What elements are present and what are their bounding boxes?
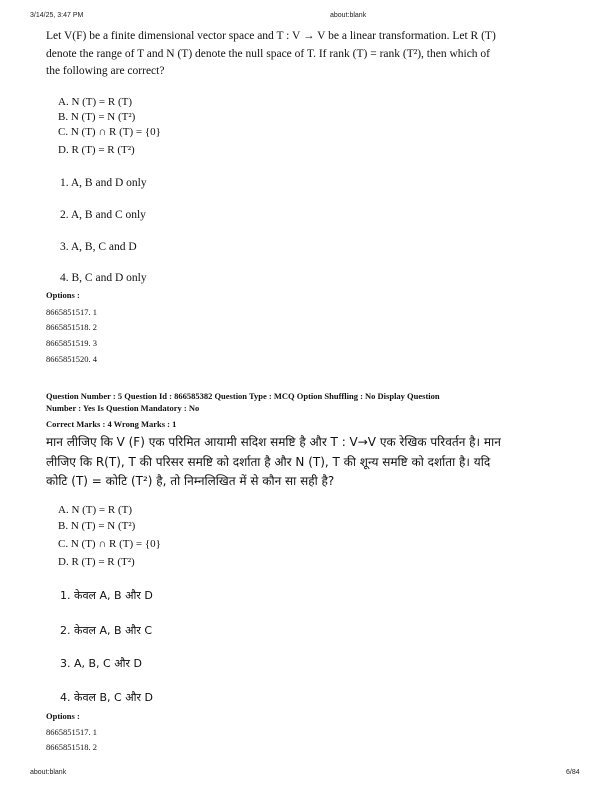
q1-text-line-3: the following are correct?: [46, 65, 165, 77]
q1-text-line-1: Let V(F) be a finite dimensional vector space and T : V → V be a linear transformation. Let R (T): [46, 30, 496, 42]
q1-statement-b: B. N (T) = N (T²): [58, 111, 136, 123]
q1-choice-3: 3. A, B, C and D: [60, 241, 137, 253]
q2-text-line-3: कोटि (T) = कोटि (T²) है, तो निम्नलिखित में से कौन सा सही है?: [46, 474, 335, 488]
q1-choice-2: 2. A, B and C only: [60, 209, 146, 221]
q2-choice-1: 1. केवल A, B और D: [60, 589, 153, 602]
q1-option-id-3: 8665851519. 3: [46, 338, 97, 348]
q2-option-id-2: 8665851518. 2: [46, 742, 97, 752]
q2-text-line-1: मान लीजिए कि V (F) एक परिमित आयामी सदिश समष्टि है और T : V→V एक रेखिक परिवर्तन है। मान: [46, 435, 501, 449]
q1-statement-d: D. R (T) = R (T²): [58, 144, 135, 156]
q2-choice-4: 4. केवल B, C और D: [60, 691, 153, 704]
q2-meta-line-2: Number : Yes Is Question Mandatory : No: [46, 403, 200, 413]
q2-choice-3: 3. A, B, C और D: [60, 657, 142, 670]
q2-statement-d: D. R (T) = R (T²): [58, 556, 135, 568]
q2-option-id-1: 8665851517. 1: [46, 727, 97, 737]
q1-option-id-1: 8665851517. 1: [46, 307, 97, 317]
page-number: 6/84: [566, 769, 580, 776]
q1-options-label: Options :: [46, 290, 80, 300]
q2-marks: Correct Marks : 4 Wrong Marks : 1: [46, 419, 177, 429]
q1-option-id-4: 8665851520. 4: [46, 354, 97, 364]
q2-options-label: Options :: [46, 711, 80, 721]
q2-statement-c: C. N (T) ∩ R (T) = {0}: [58, 538, 161, 550]
header-url: about:blank: [330, 12, 367, 19]
print-timestamp: 3/14/25, 3:47 PM: [30, 12, 84, 19]
footer-url: about:blank: [30, 769, 67, 776]
q1-text-line-2: denote the range of T and N (T) denote the null space of T. If rank (T) = rank (T²), then which of: [46, 48, 491, 60]
q1-choice-1: 1. A, B and D only: [60, 177, 147, 189]
q1-choice-4: 4. B, C and D only: [60, 272, 147, 284]
q2-statement-b: B. N (T) = N (T²): [58, 520, 136, 532]
q1-option-id-2: 8665851518. 2: [46, 322, 97, 332]
q1-statement-c: C. N (T) ∩ R (T) = {0}: [58, 126, 161, 138]
q2-choice-2: 2. केवल A, B और C: [60, 624, 153, 637]
q2-text-line-2: लीजिए कि R(T), T की परिसर समष्टि को दर्शाता है और N (T), T की शून्य समष्टि को दर्शाता है। यदि: [46, 455, 491, 469]
q2-statement-a: A. N (T) = R (T): [58, 504, 133, 516]
q2-meta-line-1: Question Number : 5 Question Id : 866585382 Question Type : MCQ Option Shuffling : No Display Question: [46, 391, 440, 401]
q1-statement-a: A. N (T) = R (T): [58, 96, 133, 108]
